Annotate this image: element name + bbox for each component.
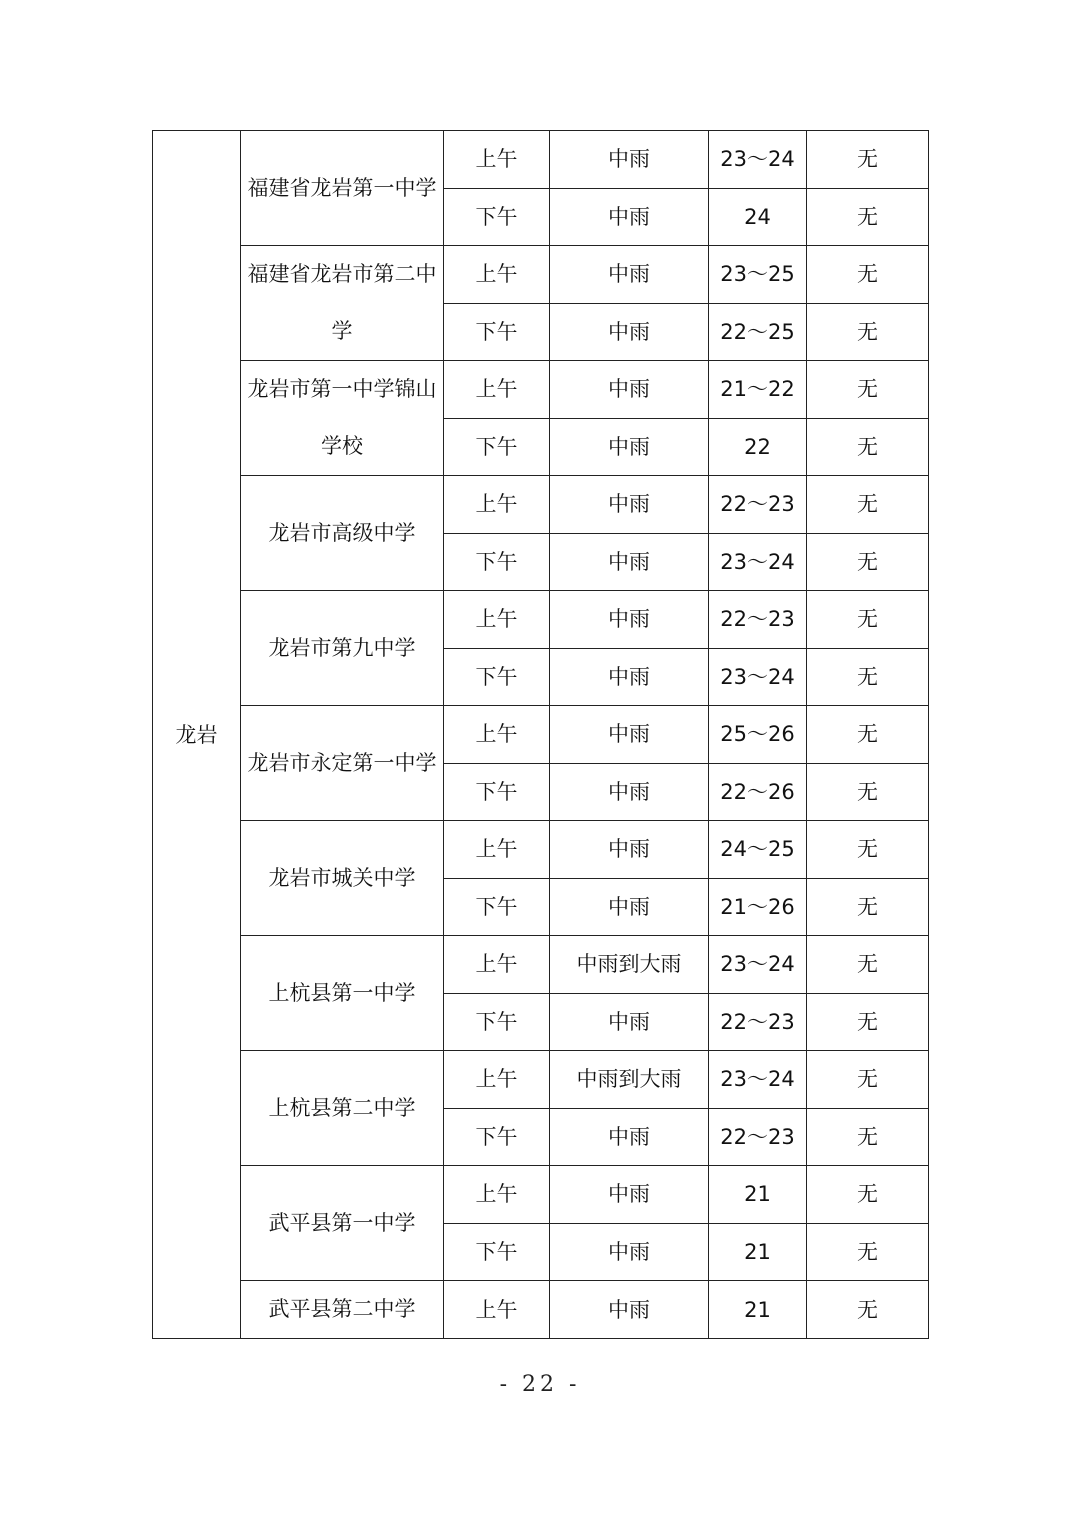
- temperature-cell: 24: [709, 188, 807, 246]
- weather-cell: 中雨: [550, 706, 709, 764]
- school-name-cell: 龙岩市第一中学锦山学校: [241, 361, 444, 476]
- table-row: [153, 131, 929, 189]
- weather-cell: 中雨: [550, 878, 709, 936]
- weather-cell: 中雨: [550, 993, 709, 1051]
- period-cell: 上午: [444, 821, 550, 879]
- weather-cell: 中雨: [550, 361, 709, 419]
- extra-cell: 无: [807, 993, 929, 1051]
- school-name-cell: 龙岩市第九中学: [241, 591, 444, 706]
- period-cell: 上午: [444, 246, 550, 304]
- period-cell: 上午: [444, 131, 550, 189]
- weather-cell: 中雨: [550, 1223, 709, 1281]
- period-cell: 下午: [444, 993, 550, 1051]
- school-name-cell: 龙岩市城关中学: [241, 821, 444, 936]
- extra-cell: 无: [807, 878, 929, 936]
- table-row: [153, 591, 929, 649]
- period-cell: 下午: [444, 533, 550, 591]
- temperature-cell: 21: [709, 1166, 807, 1224]
- temperature-cell: 23～24: [709, 648, 807, 706]
- temperature-cell: 23～24: [709, 936, 807, 994]
- temperature-cell: 23～24: [709, 131, 807, 189]
- period-cell: 上午: [444, 591, 550, 649]
- temperature-cell: 22～23: [709, 476, 807, 534]
- temperature-cell: 22～26: [709, 763, 807, 821]
- extra-cell: 无: [807, 1166, 929, 1224]
- table-body: [153, 131, 929, 1339]
- extra-cell: 无: [807, 418, 929, 476]
- table-row: [153, 476, 929, 534]
- extra-cell: 无: [807, 591, 929, 649]
- school-name-cell: 武平县第二中学: [241, 1281, 444, 1339]
- weather-cell: 中雨: [550, 418, 709, 476]
- period-cell: 下午: [444, 763, 550, 821]
- extra-cell: 无: [807, 188, 929, 246]
- extra-cell: 无: [807, 1051, 929, 1109]
- period-cell: 上午: [444, 361, 550, 419]
- temperature-cell: 24～25: [709, 821, 807, 879]
- weather-cell: 中雨到大雨: [550, 1051, 709, 1109]
- table-row: [153, 706, 929, 764]
- temperature-cell: 25～26: [709, 706, 807, 764]
- extra-cell: 无: [807, 1108, 929, 1166]
- school-name-cell: 龙岩市高级中学: [241, 476, 444, 591]
- period-cell: 上午: [444, 706, 550, 764]
- temperature-cell: 22: [709, 418, 807, 476]
- extra-cell: 无: [807, 1281, 929, 1339]
- weather-cell: 中雨: [550, 591, 709, 649]
- school-name-cell: 上杭县第二中学: [241, 1051, 444, 1166]
- period-cell: 下午: [444, 878, 550, 936]
- school-name-cell: 福建省龙岩第一中学: [241, 131, 444, 246]
- extra-cell: 无: [807, 648, 929, 706]
- weather-cell: 中雨: [550, 188, 709, 246]
- school-name-cell: 上杭县第一中学: [241, 936, 444, 1051]
- temperature-cell: 23～24: [709, 533, 807, 591]
- table-row: [153, 361, 929, 419]
- temperature-cell: 21: [709, 1281, 807, 1339]
- school-name-cell: 武平县第一中学: [241, 1166, 444, 1281]
- temperature-cell: 21～22: [709, 361, 807, 419]
- table-row: [153, 936, 929, 994]
- temperature-cell: 22～23: [709, 591, 807, 649]
- extra-cell: 无: [807, 131, 929, 189]
- weather-cell: 中雨到大雨: [550, 936, 709, 994]
- weather-cell: 中雨: [550, 246, 709, 304]
- extra-cell: 无: [807, 533, 929, 591]
- weather-cell: 中雨: [550, 303, 709, 361]
- weather-cell: 中雨: [550, 476, 709, 534]
- table-row: [153, 246, 929, 304]
- weather-table: [152, 130, 929, 1339]
- period-cell: 上午: [444, 1051, 550, 1109]
- period-cell: 下午: [444, 648, 550, 706]
- weather-cell: 中雨: [550, 821, 709, 879]
- period-cell: 上午: [444, 936, 550, 994]
- weather-cell: 中雨: [550, 1166, 709, 1224]
- period-cell: 下午: [444, 303, 550, 361]
- period-cell: 下午: [444, 1108, 550, 1166]
- page-number: - 22 -: [499, 1372, 581, 1397]
- extra-cell: 无: [807, 763, 929, 821]
- extra-cell: 无: [807, 246, 929, 304]
- temperature-cell: 22～25: [709, 303, 807, 361]
- extra-cell: 无: [807, 1223, 929, 1281]
- extra-cell: 无: [807, 303, 929, 361]
- weather-cell: 中雨: [550, 1108, 709, 1166]
- period-cell: 下午: [444, 1223, 550, 1281]
- temperature-cell: 22～23: [709, 993, 807, 1051]
- extra-cell: 无: [807, 936, 929, 994]
- period-cell: 上午: [444, 1166, 550, 1224]
- weather-cell: 中雨: [550, 1281, 709, 1339]
- table-row: [153, 1281, 929, 1339]
- weather-cell: 中雨: [550, 763, 709, 821]
- temperature-cell: 23～25: [709, 246, 807, 304]
- table-row: [153, 1166, 929, 1224]
- extra-cell: 无: [807, 476, 929, 534]
- period-cell: 下午: [444, 418, 550, 476]
- table-row: [153, 1051, 929, 1109]
- weather-cell: 中雨: [550, 131, 709, 189]
- temperature-cell: 21: [709, 1223, 807, 1281]
- period-cell: 上午: [444, 1281, 550, 1339]
- temperature-cell: 22～23: [709, 1108, 807, 1166]
- region-cell: 龙岩: [153, 131, 241, 1339]
- school-name-cell: 龙岩市永定第一中学: [241, 706, 444, 821]
- extra-cell: 无: [807, 361, 929, 419]
- weather-cell: 中雨: [550, 648, 709, 706]
- weather-cell: 中雨: [550, 533, 709, 591]
- period-cell: 上午: [444, 476, 550, 534]
- period-cell: 下午: [444, 188, 550, 246]
- extra-cell: 无: [807, 706, 929, 764]
- temperature-cell: 21～26: [709, 878, 807, 936]
- school-name-cell: 福建省龙岩市第二中学: [241, 246, 444, 361]
- extra-cell: 无: [807, 821, 929, 879]
- table-row: [153, 821, 929, 879]
- temperature-cell: 23～24: [709, 1051, 807, 1109]
